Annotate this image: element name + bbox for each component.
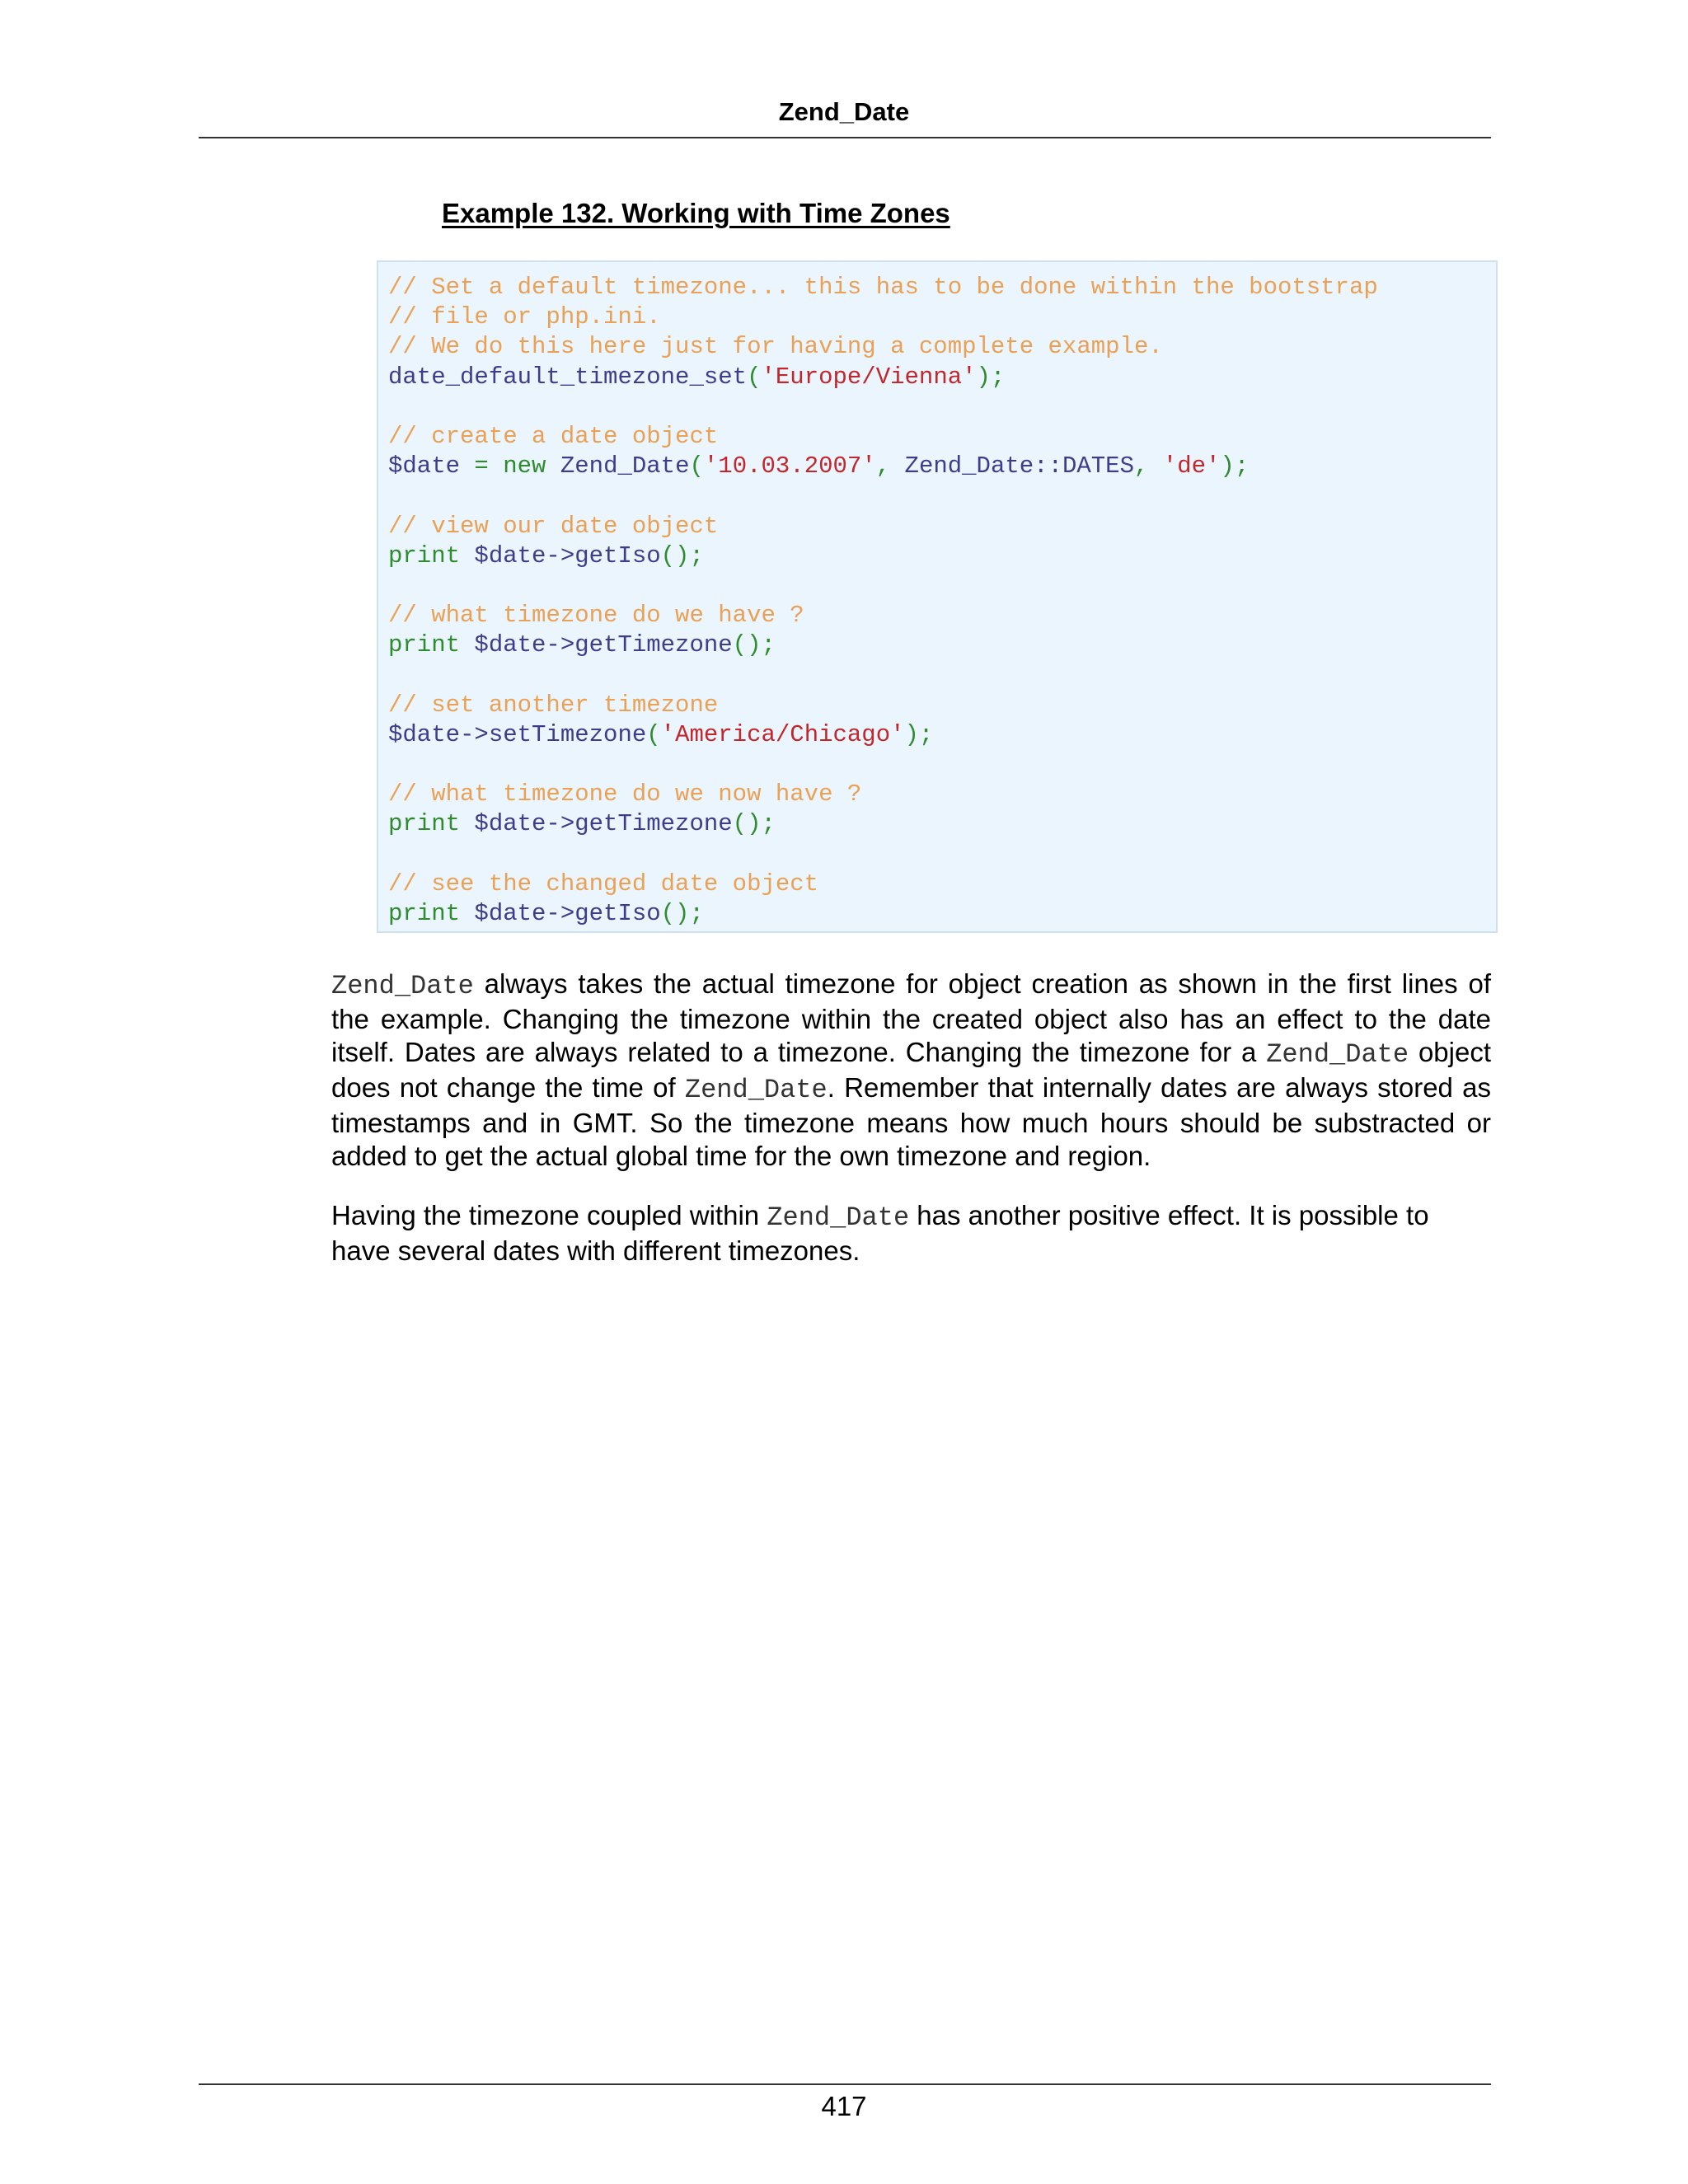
code-line: print $date->getIso();: [388, 541, 704, 569]
footer-rule: [199, 2083, 1491, 2085]
code-block: [377, 260, 1498, 933]
code-call: $date->getTimezone: [460, 631, 733, 659]
code-constant: Zend_Date::DATES: [890, 452, 1134, 480]
code-blank-line: [388, 392, 1378, 422]
code-call: $date->setTimezone: [388, 720, 647, 748]
code-keyword: print: [388, 541, 461, 569]
inline-code: Zend_Date: [684, 1075, 828, 1105]
code-line: [388, 780, 1378, 809]
code-variable: $date: [388, 452, 461, 480]
code-call: $date->getIso: [460, 899, 661, 927]
paragraph-text: . Remember that internally dates are always stored as timestamps and in GMT. So the timezone means how much hours should be substracted or added to get the actual global time for the own timezone and region.: [331, 1072, 1491, 1171]
code-line: $date = new Zend_Date('10.03.2007', Zend_Date::DATES, 'de');: [388, 452, 1250, 480]
code-keyword: print: [388, 631, 461, 659]
code-keyword: print: [388, 810, 461, 838]
code-string: 'Europe/Vienna': [761, 363, 977, 391]
code-comment: // set another timezone: [388, 691, 719, 719]
code-comment: // Set a default timezone... this has to be done within the bootstrap: [388, 274, 1378, 301]
code-blank-line: [388, 571, 1378, 601]
code-line: $date->setTimezone('America/Chicago');: [388, 720, 934, 748]
code-keyword: print: [388, 899, 461, 927]
paragraph-text: always takes the actual timezone for object creation as shown in the first lines of the example. Changing the timezone within the created object also has an effect to the date itself. Dates are always related to a timezone. Changing the timezone for a: [331, 968, 1491, 1067]
body-paragraph-2: [331, 1199, 1491, 1268]
code-blank-line: [388, 840, 1378, 869]
inline-code: Zend_Date: [331, 971, 474, 1001]
paragraph-text: Having the timezone coupled within: [331, 1200, 767, 1230]
code-call: $date->getIso: [460, 541, 661, 569]
page-number: 417: [821, 2091, 867, 2121]
code-line: [388, 601, 1378, 630]
code-comment: // view our date object: [388, 512, 719, 540]
code-line: date_default_timezone_set('Europe/Vienna');: [388, 363, 1006, 391]
body-paragraph-1: [331, 968, 1491, 1173]
code-comment: // what timezone do we have ?: [388, 602, 804, 630]
page-header-title: Zend_Date: [778, 97, 910, 126]
code-string: '10.03.2007': [703, 452, 876, 480]
code-line: [388, 332, 1378, 362]
code-line: print $date->getTimezone();: [388, 631, 776, 659]
code-line: [388, 691, 1378, 720]
paragraph-text: object does not change the time of: [331, 1037, 1492, 1103]
code-operator: =: [460, 452, 504, 480]
code-class: Zend_Date: [546, 452, 690, 480]
inline-code: Zend_Date: [1266, 1039, 1409, 1070]
code-line: [388, 302, 1378, 332]
code-blank-line: [388, 660, 1378, 690]
header-rule: [199, 137, 1491, 138]
code-line: print $date->getIso();: [388, 899, 704, 927]
code-line: [388, 422, 1378, 452]
code-blank-line: [388, 481, 1378, 511]
example-title: Example 132. Working with Time Zones: [442, 198, 950, 228]
code-string: 'de': [1148, 452, 1221, 480]
code-line: [388, 273, 1378, 302]
code-comment: // We do this here just for having a complete example.: [388, 333, 1163, 361]
code-line: print $date->getTimezone();: [388, 810, 776, 838]
code-listing: [388, 273, 1378, 929]
code-comment: // create a date object: [388, 422, 719, 450]
code-keyword: new: [503, 452, 546, 480]
code-blank-line: [388, 750, 1378, 780]
code-line: [388, 512, 1378, 541]
code-comment: // what timezone do we now have ?: [388, 780, 862, 808]
code-comment: // see the changed date object: [388, 869, 819, 898]
code-call: $date->getTimezone: [460, 810, 733, 838]
code-comment: // file or php.ini.: [388, 303, 661, 331]
inline-code: Zend_Date: [767, 1202, 910, 1233]
code-line: [388, 869, 1378, 899]
code-function: date_default_timezone_set: [388, 363, 748, 391]
code-string: 'America/Chicago': [660, 720, 905, 748]
paragraph-text: has another positive effect. It is possible to have several dates with different timezones.: [331, 1200, 1429, 1266]
